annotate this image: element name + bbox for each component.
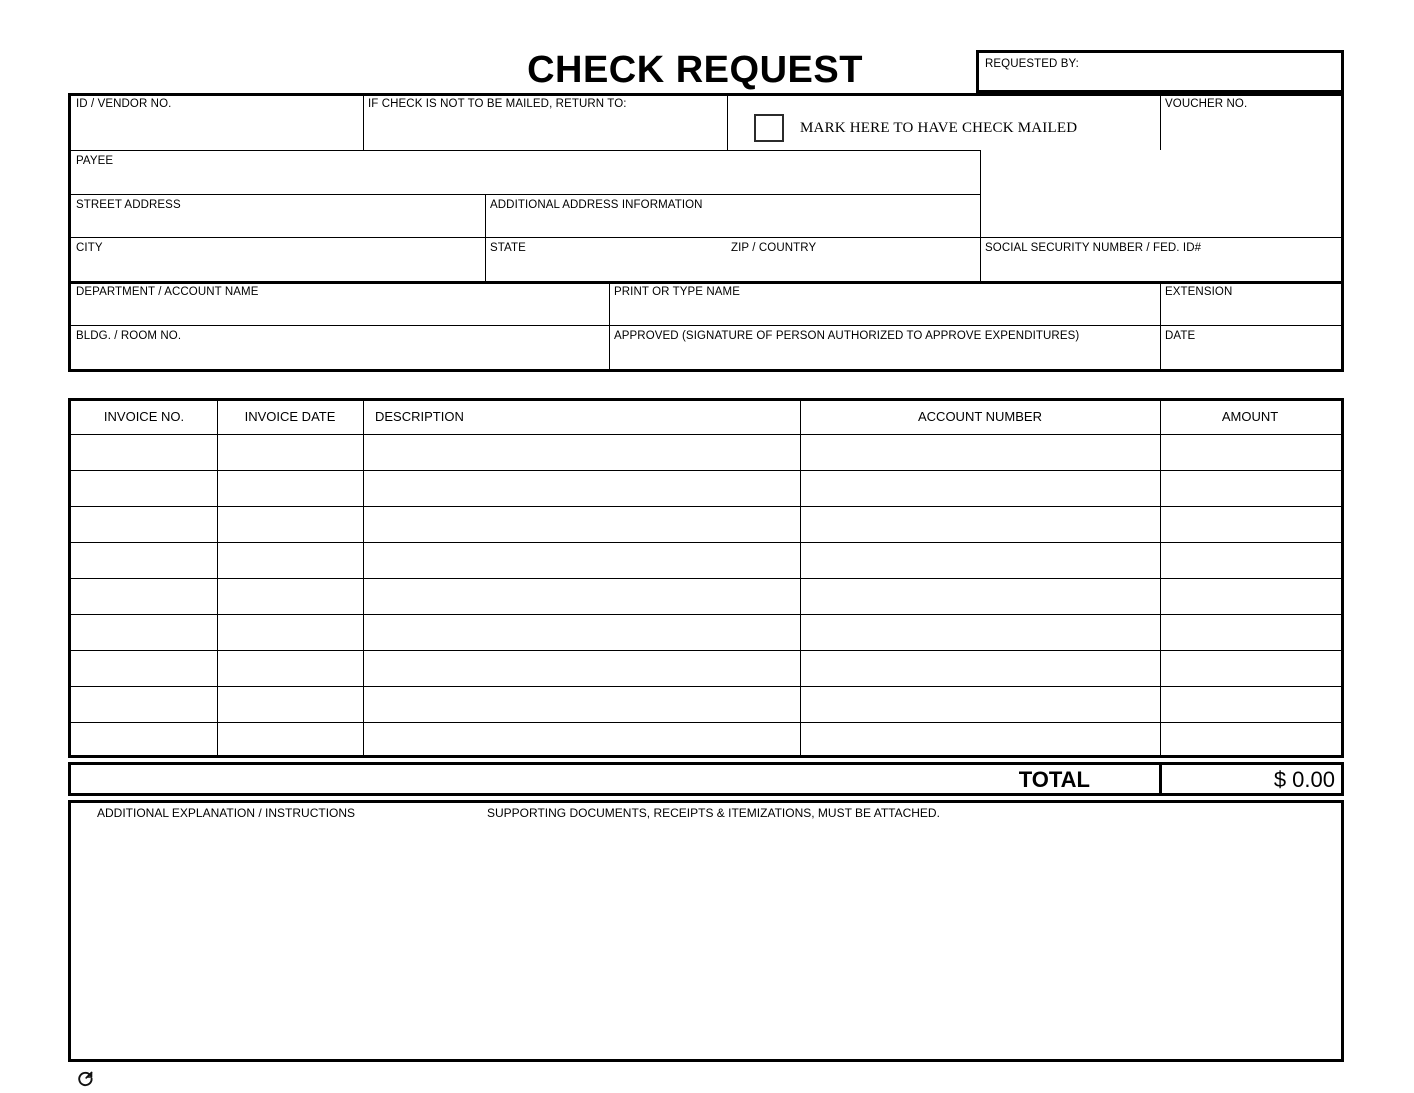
input-zip-country[interactable]: [729, 256, 977, 279]
table-cell-invoice-no[interactable]: [71, 615, 217, 650]
table-cell-invoice-date[interactable]: [218, 435, 363, 470]
table-cell-description[interactable]: [364, 687, 800, 722]
table-cell-account-number[interactable]: [801, 507, 1160, 542]
label-supporting-documents-note: SUPPORTING DOCUMENTS, RECEIPTS & ITEMIZATIONS, MUST BE ATTACHED.: [487, 806, 940, 820]
table-cell-account-number[interactable]: [801, 435, 1160, 470]
input-additional-address-information[interactable]: [488, 213, 977, 235]
table-cell-invoice-date[interactable]: [218, 471, 363, 506]
label-additional-explanation: ADDITIONAL EXPLANATION / INSTRUCTIONS: [97, 806, 356, 820]
table-cell-invoice-no[interactable]: [71, 723, 217, 755]
mark-check-mailed-checkbox[interactable]: [754, 114, 784, 142]
label-print-or-type-name: PRINT OR TYPE NAME: [614, 286, 740, 298]
table-cell-invoice-no[interactable]: [71, 651, 217, 686]
divider-dept-print: [609, 281, 610, 369]
table-cell-invoice-date[interactable]: [218, 687, 363, 722]
table-header-invoice-date: INVOICE DATE: [244, 409, 336, 424]
table-cell-amount[interactable]: [1161, 471, 1341, 506]
table-cell-invoice-date[interactable]: [218, 651, 363, 686]
table-cell-account-number[interactable]: [801, 723, 1160, 755]
table-header-amount: AMOUNT: [1221, 409, 1279, 424]
total-row: [68, 762, 1344, 796]
table-cell-account-number[interactable]: [801, 615, 1160, 650]
table-cell-invoice-no[interactable]: [71, 435, 217, 470]
table-cell-amount[interactable]: [1161, 651, 1341, 686]
label-ssn-fed-id: SOCIAL SECURITY NUMBER / FED. ID#: [985, 242, 1202, 254]
divider-address-ssn: [980, 150, 981, 281]
table-cell-description[interactable]: [364, 543, 800, 578]
table-cell-invoice-no[interactable]: [71, 687, 217, 722]
input-date[interactable]: [1163, 344, 1339, 368]
label-department-account-name: DEPARTMENT / ACCOUNT NAME: [76, 286, 259, 298]
divider-returnto-mailed: [727, 96, 728, 150]
table-cell-invoice-date[interactable]: [218, 723, 363, 755]
table-cell-account-number[interactable]: [801, 579, 1160, 614]
table-header-account-number: ACCOUNT NUMBER: [918, 409, 1042, 424]
input-approved-signature[interactable]: [612, 344, 1158, 368]
divider-row2: [71, 194, 980, 195]
mark-check-mailed-label: MARK HERE TO HAVE CHECK MAILED: [800, 120, 1078, 136]
table-cell-invoice-date[interactable]: [218, 543, 363, 578]
label-state: STATE: [490, 242, 526, 254]
divider-mailed-voucher: [1160, 96, 1161, 150]
input-ssn-fed-id[interactable]: [983, 256, 1339, 279]
input-street-address[interactable]: [71, 213, 483, 235]
divider-print-extension: [1160, 281, 1161, 369]
page-title: CHECK REQUEST: [527, 49, 863, 91]
total-value: $ 0.00: [1273, 767, 1335, 792]
input-payee[interactable]: [71, 169, 977, 192]
label-approved: APPROVED (SIGNATURE OF PERSON AUTHORIZED TO APPROVE EXPENDITURES): [614, 330, 1080, 342]
total-label: TOTAL: [1018, 767, 1090, 792]
label-return-to: IF CHECK IS NOT TO BE MAILED, RETURN TO:: [368, 98, 627, 110]
label-zip-country: ZIP / COUNTRY: [731, 242, 817, 254]
divider-row1: [71, 150, 980, 151]
table-cell-account-number[interactable]: [801, 543, 1160, 578]
table-cell-invoice-date[interactable]: [218, 507, 363, 542]
label-date: DATE: [1165, 330, 1196, 342]
divider-vendor-returnto: [363, 96, 364, 150]
table-cell-amount[interactable]: [1161, 507, 1341, 542]
divider-row4-thick: [68, 281, 1344, 284]
table-cell-amount[interactable]: [1161, 615, 1341, 650]
total-divider: [1159, 762, 1162, 796]
refresh-external-icon[interactable]: [76, 1068, 96, 1088]
table-cell-invoice-date[interactable]: [218, 615, 363, 650]
label-city: CITY: [76, 242, 103, 254]
table-cell-invoice-no[interactable]: [71, 471, 217, 506]
divider-row3: [71, 237, 1341, 238]
table-header-invoice-no: INVOICE NO.: [103, 409, 185, 424]
table-cell-amount[interactable]: [1161, 723, 1341, 755]
divider-row5: [71, 325, 1341, 326]
label-extension: EXTENSION: [1165, 286, 1233, 298]
divider-street-additional: [485, 194, 486, 281]
input-id-vendor-no[interactable]: [71, 112, 361, 148]
table-cell-invoice-no[interactable]: [71, 543, 217, 578]
table-cell-description[interactable]: [364, 723, 800, 755]
requested-by-box[interactable]: [976, 50, 1344, 93]
table-cell-amount[interactable]: [1161, 579, 1341, 614]
table-cell-amount[interactable]: [1161, 435, 1341, 470]
label-payee: PAYEE: [76, 155, 114, 167]
input-city[interactable]: [71, 256, 483, 279]
table-cell-account-number[interactable]: [801, 471, 1160, 506]
table-cell-amount[interactable]: [1161, 543, 1341, 578]
label-bldg-room-no: BLDG. / ROOM NO.: [76, 330, 182, 342]
table-cell-invoice-date[interactable]: [218, 579, 363, 614]
input-extension[interactable]: [1163, 300, 1339, 323]
table-cell-description[interactable]: [364, 471, 800, 506]
input-voucher-no[interactable]: [1163, 112, 1339, 148]
table-cell-description[interactable]: [364, 651, 800, 686]
input-additional-explanation[interactable]: [97, 828, 1317, 1048]
input-return-to[interactable]: [368, 112, 724, 148]
label-voucher-no: VOUCHER NO.: [1165, 98, 1248, 110]
table-header-description: DESCRIPTION: [375, 409, 464, 424]
table-cell-account-number[interactable]: [801, 651, 1160, 686]
table-cell-description[interactable]: [364, 579, 800, 614]
table-cell-amount[interactable]: [1161, 687, 1341, 722]
label-additional-address-information: ADDITIONAL ADDRESS INFORMATION: [490, 199, 703, 211]
table-cell-account-number[interactable]: [801, 687, 1160, 722]
input-state[interactable]: [488, 256, 726, 279]
table-cell-invoice-no[interactable]: [71, 507, 217, 542]
input-department-account-name[interactable]: [71, 300, 607, 323]
label-id-vendor-no: ID / VENDOR NO.: [76, 98, 172, 110]
table-cell-invoice-no[interactable]: [71, 579, 217, 614]
table-cell-description[interactable]: [364, 435, 800, 470]
requested-by-label: REQUESTED BY:: [985, 58, 1079, 70]
label-street-address: STREET ADDRESS: [76, 199, 181, 211]
input-bldg-room-no[interactable]: [71, 344, 607, 368]
table-cell-description[interactable]: [364, 615, 800, 650]
input-print-or-type-name[interactable]: [612, 300, 1158, 323]
table-cell-description[interactable]: [364, 507, 800, 542]
